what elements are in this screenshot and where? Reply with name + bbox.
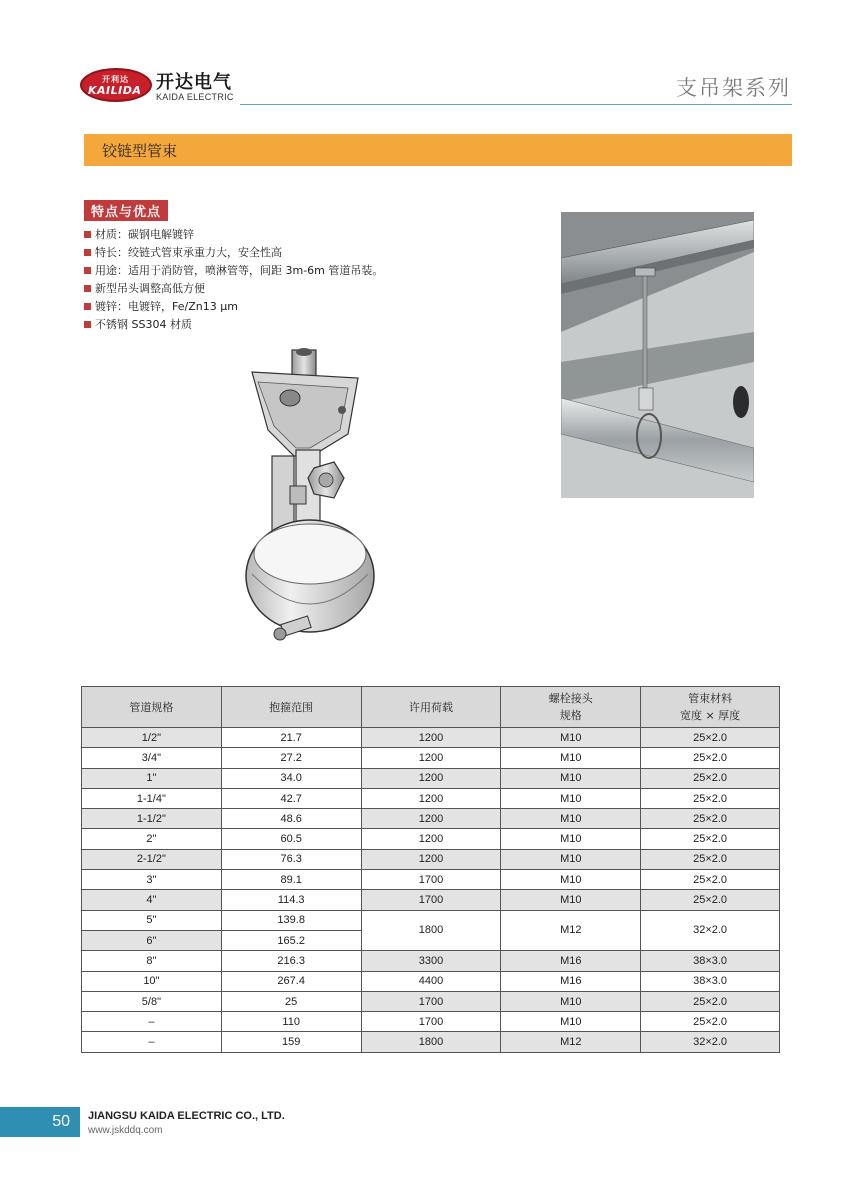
cell-pipe-size: 5/8" — [82, 991, 222, 1011]
cell-load: 1200 — [361, 788, 501, 808]
cell-bolt: M10 — [501, 768, 641, 788]
feature-item — [84, 226, 383, 244]
cell-clamp-range: 34.0 — [221, 768, 361, 788]
table-row — [82, 748, 780, 768]
cell-material: 25×2.0 — [641, 748, 780, 768]
cell-clamp-range: 89.1 — [221, 870, 361, 890]
cell-clamp-range: 60.5 — [221, 829, 361, 849]
cell-load: 1700 — [361, 890, 501, 910]
cell-clamp-range: 139.8 — [221, 910, 361, 930]
cell-load: 4400 — [361, 971, 501, 991]
cell-clamp-range: 25 — [221, 991, 361, 1011]
table-row — [82, 788, 780, 808]
bullet-icon — [84, 231, 91, 238]
cell-bolt: M10 — [501, 890, 641, 910]
section-title: 铰链型管束 — [102, 142, 178, 160]
cell-material: 25×2.0 — [641, 890, 780, 910]
cell-pipe-size: – — [82, 1032, 222, 1052]
feature-text: 特长：绞链式管束承重力大，安全性高 — [95, 246, 282, 259]
cell-material: 25×2.0 — [641, 809, 780, 829]
cell-pipe-size: 3" — [82, 870, 222, 890]
table-row — [82, 991, 780, 1011]
product-drawing — [230, 338, 400, 648]
table-header-row — [82, 687, 780, 728]
bullet-icon — [84, 321, 91, 328]
feature-text: 材质：碳钢电解镀锌 — [95, 228, 194, 241]
cell-material: 25×2.0 — [641, 788, 780, 808]
cell-bolt: M10 — [501, 748, 641, 768]
series-title: 支吊架系列 — [676, 76, 791, 100]
company-logo — [80, 66, 250, 110]
cell-pipe-size: 4" — [82, 890, 222, 910]
cell-bolt: M10 — [501, 849, 641, 869]
cell-load: 1800 — [361, 1032, 501, 1052]
cell-bolt: M10 — [501, 728, 641, 748]
cell-pipe-size: 2-1/2" — [82, 849, 222, 869]
cell-pipe-size: 1-1/4" — [82, 788, 222, 808]
cell-pipe-size: 3/4" — [82, 748, 222, 768]
cell-material: 25×2.0 — [641, 1012, 780, 1032]
installation-photo — [561, 212, 754, 498]
cell-load: 1200 — [361, 849, 501, 869]
table-row — [82, 951, 780, 971]
cell-pipe-size: 2" — [82, 829, 222, 849]
table-row — [82, 1012, 780, 1032]
cell-bolt: M10 — [501, 870, 641, 890]
cell-pipe-size: 1/2" — [82, 728, 222, 748]
cell-load: 1200 — [361, 748, 501, 768]
bullet-icon — [84, 267, 91, 274]
cell-clamp-range: 267.4 — [221, 971, 361, 991]
cell-pipe-size: 5" — [82, 910, 222, 930]
cell-load: 1200 — [361, 829, 501, 849]
cell-bolt: M12 — [501, 1032, 641, 1052]
logo-emblem-en: KAILIDA — [88, 84, 142, 97]
feature-item — [84, 280, 383, 298]
table-row — [82, 910, 780, 930]
logo-name-cn: 开达电气 — [156, 72, 232, 93]
cell-pipe-size: 1" — [82, 768, 222, 788]
cell-clamp-range: 76.3 — [221, 849, 361, 869]
cell-pipe-size: 6" — [82, 930, 222, 950]
cell-material: 25×2.0 — [641, 849, 780, 869]
cell-clamp-range: 216.3 — [221, 951, 361, 971]
logo-name-en: KAIDA ELECTRIC — [156, 92, 234, 102]
cell-bolt: M10 — [501, 788, 641, 808]
cell-load: 1200 — [361, 768, 501, 788]
cell-material: 25×2.0 — [641, 728, 780, 748]
bullet-icon — [84, 285, 91, 292]
col-header-load: 许用荷载 — [361, 687, 501, 728]
website-link[interactable]: www.jskddq.com — [88, 1125, 163, 1136]
col-header-clamp-range: 抱箍范围 — [221, 687, 361, 728]
cell-pipe-size: – — [82, 1012, 222, 1032]
cell-material: 32×2.0 — [641, 910, 780, 951]
cell-load: 1700 — [361, 991, 501, 1011]
cell-clamp-range: 42.7 — [221, 788, 361, 808]
spec-table — [81, 686, 780, 1053]
logo-emblem-cn: 开利达 — [102, 75, 129, 84]
cell-load: 1200 — [361, 809, 501, 829]
cell-material: 38×3.0 — [641, 971, 780, 991]
table-row — [82, 768, 780, 788]
cell-load: 1700 — [361, 1012, 501, 1032]
bullet-icon — [84, 303, 91, 310]
section-title-bar — [84, 134, 792, 166]
table-row — [82, 809, 780, 829]
table-row — [82, 728, 780, 748]
feature-text: 新型吊头调整高低方便 — [95, 282, 205, 295]
cell-load: 1800 — [361, 910, 501, 951]
cell-material: 25×2.0 — [641, 991, 780, 1011]
table-row — [82, 870, 780, 890]
cell-bolt: M12 — [501, 910, 641, 951]
cell-bolt: M10 — [501, 809, 641, 829]
cell-material: 32×2.0 — [641, 1032, 780, 1052]
bullet-icon — [84, 249, 91, 256]
cell-pipe-size: 1-1/2" — [82, 809, 222, 829]
cell-clamp-range: 48.6 — [221, 809, 361, 829]
col-header-bolt: 螺栓接头 规格 — [501, 687, 641, 728]
feature-item — [84, 244, 383, 262]
feature-text: 用途：适用于消防管，喷淋管等，间距 3m-6m 管道吊装。 — [95, 264, 384, 277]
features-list — [84, 226, 383, 334]
cell-bolt: M16 — [501, 951, 641, 971]
cell-bolt: M10 — [501, 829, 641, 849]
feature-item — [84, 316, 383, 334]
col-header-pipe-size: 管道规格 — [82, 687, 222, 728]
cell-material: 25×2.0 — [641, 768, 780, 788]
feature-text: 镀锌：电镀锌，Fe/Zn13 μm — [95, 300, 238, 313]
cell-bolt: M10 — [501, 991, 641, 1011]
cell-material: 25×2.0 — [641, 870, 780, 890]
cell-material: 25×2.0 — [641, 829, 780, 849]
cell-clamp-range: 21.7 — [221, 728, 361, 748]
page-number: 50 — [52, 1113, 70, 1130]
cell-clamp-range: 110 — [221, 1012, 361, 1032]
table-row — [82, 1032, 780, 1052]
logo-emblem — [80, 68, 152, 102]
table-row — [82, 849, 780, 869]
cell-load: 1200 — [361, 728, 501, 748]
cell-load: 1700 — [361, 870, 501, 890]
feature-item — [84, 262, 383, 280]
table-row — [82, 971, 780, 991]
col-header-material: 管束材料 宽度 × 厚度 — [641, 687, 780, 728]
table-row — [82, 890, 780, 910]
feature-text: 不锈钢 SS304 材质 — [95, 318, 192, 331]
table-row — [82, 829, 780, 849]
cell-clamp-range: 159 — [221, 1032, 361, 1052]
cell-load: 3300 — [361, 951, 501, 971]
features-badge: 特点与优点 — [84, 200, 168, 221]
cell-material: 38×3.0 — [641, 951, 780, 971]
company-name: JIANGSU KAIDA ELECTRIC CO., LTD. — [88, 1110, 285, 1122]
cell-pipe-size: 8" — [82, 951, 222, 971]
page-number-box — [0, 1107, 80, 1137]
cell-clamp-range: 165.2 — [221, 930, 361, 950]
cell-pipe-size: 10" — [82, 971, 222, 991]
cell-clamp-range: 114.3 — [221, 890, 361, 910]
cell-bolt: M10 — [501, 1012, 641, 1032]
feature-item — [84, 298, 383, 316]
header-divider — [240, 104, 792, 105]
cell-clamp-range: 27.2 — [221, 748, 361, 768]
cell-bolt: M16 — [501, 971, 641, 991]
